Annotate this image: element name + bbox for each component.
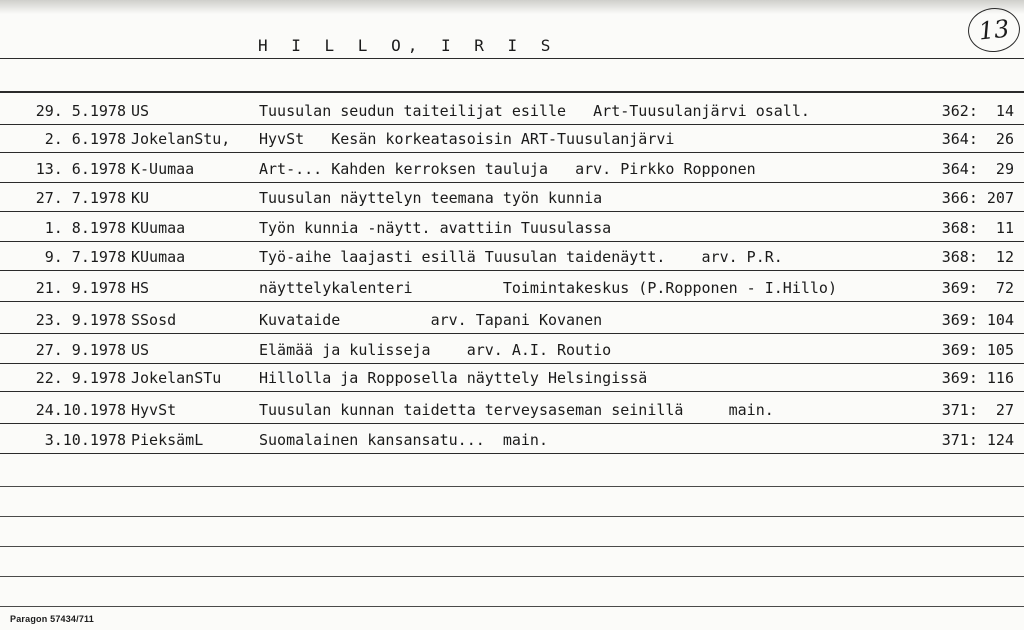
- entry-title: Tuusulan kunnan taidetta terveysaseman seinillä main.: [259, 401, 774, 419]
- entry-source: KU: [131, 189, 150, 207]
- entry-date: 24.10.1978: [35, 401, 126, 419]
- rule-line: [0, 453, 1024, 454]
- entry-reference: 368: 12: [941, 248, 1014, 266]
- rule-line: [0, 606, 1024, 607]
- list-item: [0, 240, 1024, 270]
- entry-title: Hillolla ja Ropposella näyttely Helsingissä: [259, 369, 648, 387]
- list-item: [0, 94, 1024, 124]
- entry-date: 9. 7.1978: [44, 248, 126, 266]
- list-item: [0, 333, 1024, 363]
- entry-reference: 369: 105: [941, 341, 1014, 359]
- entry-source: US: [131, 341, 150, 359]
- card-title: H I L L O, I R I S: [258, 36, 558, 55]
- entry-title: näyttelykalenteri Toimintakeskus (P.Ropponen - I.Hillo): [259, 279, 837, 297]
- entry-source: PieksämL: [131, 431, 204, 449]
- list-item: [0, 271, 1024, 301]
- entry-source: KUumaa: [131, 248, 186, 266]
- rule-line: [0, 486, 1024, 487]
- list-item: [0, 122, 1024, 152]
- card-top-edge: [0, 0, 1024, 14]
- entry-source: KUumaa: [131, 219, 186, 237]
- entry-source: JokelanStu,: [131, 130, 231, 148]
- rule-line: [0, 576, 1024, 577]
- list-item: [0, 361, 1024, 391]
- entry-title: Tuusulan seudun taiteilijat esille Art-Tuusulanjärvi osall.: [259, 102, 810, 120]
- entry-reference: 371: 124: [941, 431, 1014, 449]
- entry-reference: 362: 14: [941, 102, 1014, 120]
- list-item: [0, 423, 1024, 453]
- entry-source: HyvSt: [131, 401, 177, 419]
- rule-line: [0, 516, 1024, 517]
- entry-source: SSosd: [131, 311, 177, 329]
- entry-reference: 364: 26: [941, 130, 1014, 148]
- entry-reference: 369: 116: [941, 369, 1014, 387]
- rule-line: [0, 58, 1024, 59]
- form-code: Paragon 57434/711: [10, 614, 94, 624]
- entry-title: Työn kunnia -näytt. avattiin Tuusulassa: [259, 219, 612, 237]
- entry-date: 27. 7.1978: [35, 189, 126, 207]
- entry-date: 1. 8.1978: [44, 219, 126, 237]
- card-number-circle: 13: [966, 5, 1022, 54]
- entry-date: 21. 9.1978: [35, 279, 126, 297]
- entry-date: 22. 9.1978: [35, 369, 126, 387]
- entry-source: HS: [131, 279, 150, 297]
- rule-line: [0, 91, 1024, 93]
- entry-date: 29. 5.1978: [35, 102, 126, 120]
- entry-title: Suomalainen kansansatu... main.: [259, 431, 548, 449]
- list-item: [0, 152, 1024, 182]
- entry-date: 23. 9.1978: [35, 311, 126, 329]
- list-item: [0, 393, 1024, 423]
- entry-date: 3.10.1978: [44, 431, 126, 449]
- entry-source: K-Uumaa: [131, 160, 195, 178]
- entry-reference: 369: 72: [941, 279, 1014, 297]
- entry-reference: 366: 207: [941, 189, 1014, 207]
- entry-title: Työ-aihe laajasti esillä Tuusulan taidenäytt. arv. P.R.: [259, 248, 783, 266]
- entry-reference: 371: 27: [941, 401, 1014, 419]
- entry-title: Art-... Kahden kerroksen tauluja arv. Pirkko Ropponen: [259, 160, 756, 178]
- list-item: [0, 181, 1024, 211]
- list-item: [0, 211, 1024, 241]
- entry-reference: 368: 11: [941, 219, 1014, 237]
- entry-title: Kuvataide arv. Tapani Kovanen: [259, 311, 603, 329]
- entry-title: Elämää ja kulisseja arv. A.I. Routio: [259, 341, 612, 359]
- rule-line: [0, 391, 1024, 392]
- entry-source: US: [131, 102, 150, 120]
- entry-reference: 364: 29: [941, 160, 1014, 178]
- entry-date: 2. 6.1978: [44, 130, 126, 148]
- entry-source: JokelanSTu: [131, 369, 222, 387]
- rule-line: [0, 546, 1024, 547]
- entry-title: Tuusulan näyttelyn teemana työn kunnia: [259, 189, 603, 207]
- rule-line: [0, 301, 1024, 302]
- entry-title: HyvSt Kesän korkeatasoisin ART-Tuusulanjärvi: [259, 130, 675, 148]
- list-item: [0, 303, 1024, 333]
- entry-date: 13. 6.1978: [35, 160, 126, 178]
- entry-date: 27. 9.1978: [35, 341, 126, 359]
- entry-reference: 369: 104: [941, 311, 1014, 329]
